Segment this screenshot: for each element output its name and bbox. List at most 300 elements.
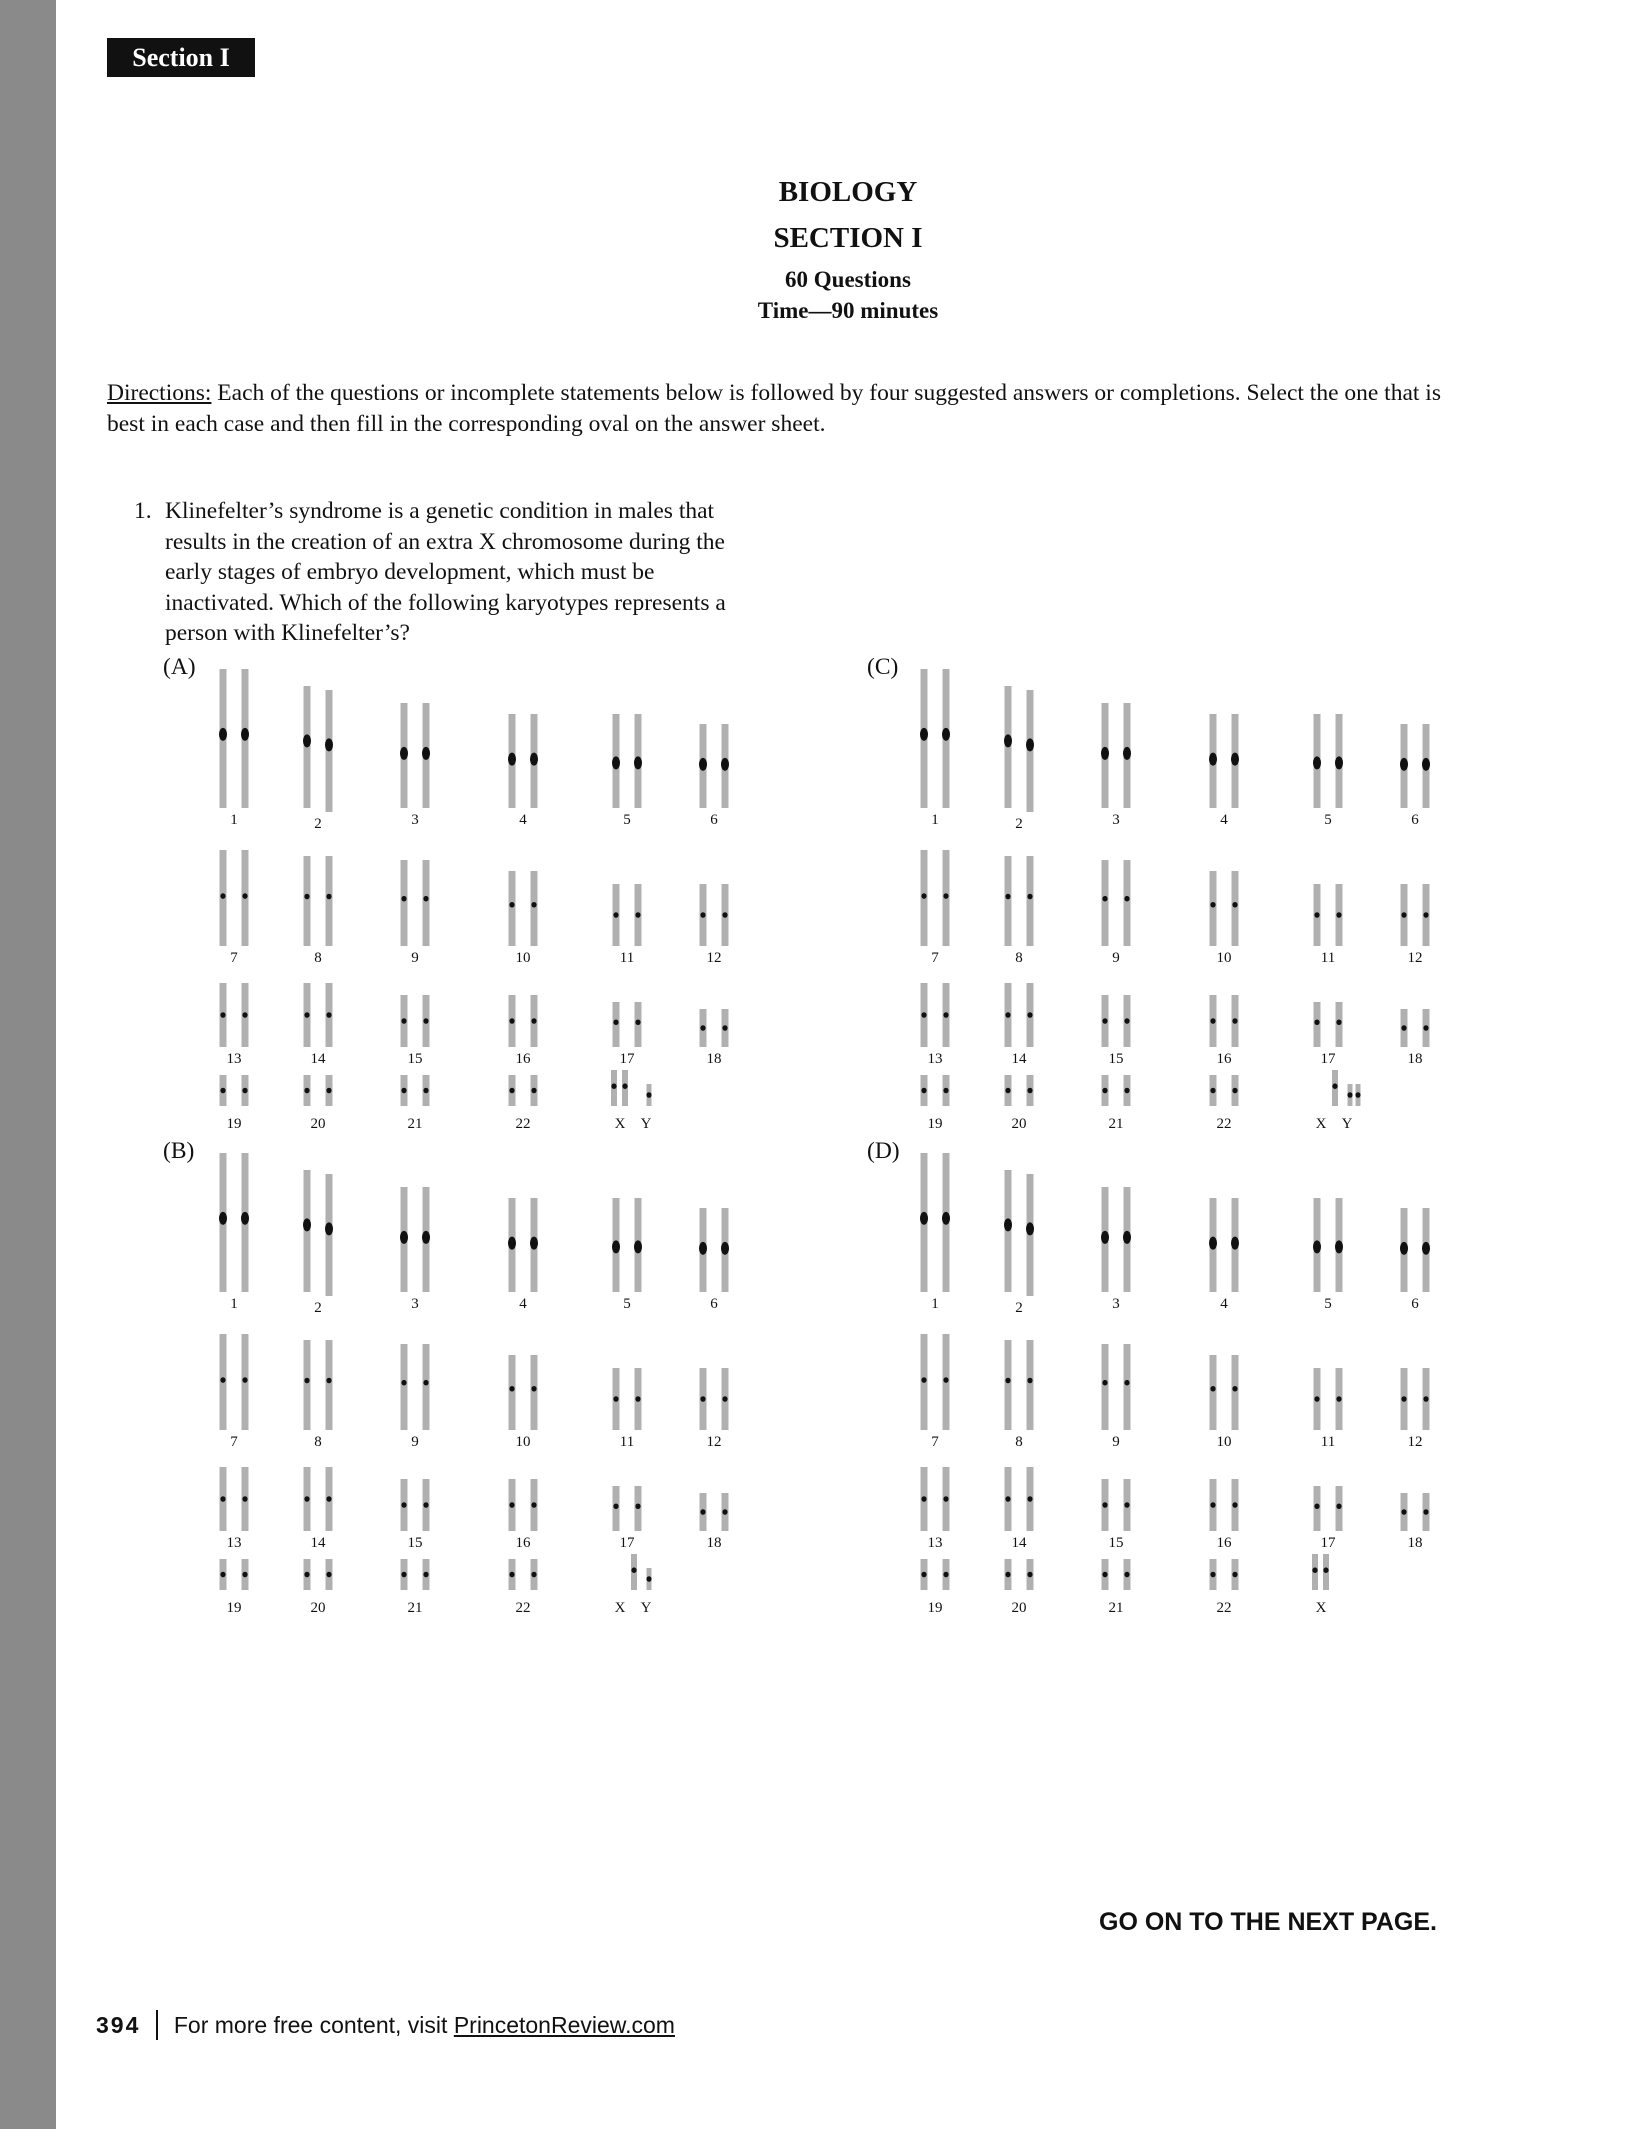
- chromosome-label: 9: [411, 950, 419, 966]
- centromere: [325, 1222, 333, 1235]
- subject-title: BIOLOGY: [778, 176, 918, 208]
- karyotype-c: [901, 640, 1501, 1132]
- centromere: [531, 1502, 536, 1508]
- chromosome: [304, 1340, 311, 1430]
- chromosome-label: 4: [519, 812, 527, 828]
- option-b-label: (B): [163, 1138, 195, 1164]
- centromere: [1400, 1242, 1408, 1255]
- chromosome-label: 11: [1320, 950, 1336, 966]
- chromosome: [1027, 1340, 1034, 1430]
- princeton-review-link[interactable]: PrincetonReview.com: [453, 2011, 675, 2038]
- chromosome: [1210, 871, 1217, 946]
- centromere: [1314, 1396, 1319, 1402]
- chromosome-label: 12: [1407, 950, 1423, 966]
- centromere: [613, 1396, 618, 1402]
- chromosome: [1232, 871, 1239, 946]
- footer-promo: For more free content, visit: [173, 2011, 448, 2038]
- centromere: [220, 1572, 225, 1578]
- chromosome: [700, 1368, 707, 1430]
- centromere: [1423, 1509, 1428, 1515]
- chromosome-label: 22: [1216, 1116, 1232, 1132]
- centromere: [508, 1237, 516, 1250]
- centromere: [509, 902, 514, 908]
- chromosome: [1005, 856, 1012, 946]
- chromosome: [1124, 1479, 1131, 1531]
- centromere: [1231, 753, 1239, 766]
- centromere: [921, 1496, 926, 1502]
- chromosome-label: 11: [619, 950, 635, 966]
- chromosome: [920, 1153, 928, 1292]
- chromosome: [1209, 1198, 1217, 1292]
- centromere: [531, 1018, 536, 1024]
- chromosome-label: 7: [230, 950, 238, 966]
- chromosome: [1336, 884, 1343, 946]
- chromosome: [531, 1559, 538, 1590]
- centromere: [530, 1237, 538, 1250]
- chromosome-label: 18: [706, 1535, 722, 1551]
- chromosome-label: X: [614, 1116, 626, 1132]
- chromosome: [1232, 995, 1239, 1047]
- chromosome: [220, 1334, 227, 1430]
- chromosome: [1335, 1198, 1343, 1292]
- centromere: [220, 893, 225, 899]
- chromosome: [220, 1075, 227, 1106]
- chromosome-label: 17: [619, 1051, 635, 1067]
- chromosome: [220, 983, 227, 1047]
- chromosome: [1332, 1070, 1338, 1106]
- chromosome-label: 1: [230, 1296, 238, 1312]
- chromosome: [531, 1355, 538, 1430]
- centromere: [1210, 1018, 1215, 1024]
- chromosome-label: 8: [1015, 1434, 1023, 1450]
- chromosome: [1026, 690, 1034, 812]
- chromosome: [401, 860, 408, 946]
- footer: [96, 2010, 675, 2040]
- centromere: [1355, 1092, 1360, 1098]
- chromosome: [401, 1344, 408, 1430]
- centromere: [631, 1567, 636, 1573]
- centromere: [242, 1012, 247, 1018]
- chromosome: [1102, 1075, 1109, 1106]
- chromosome: [1124, 1344, 1131, 1430]
- centromere: [242, 1572, 247, 1578]
- chromosome-label: 20: [310, 1600, 326, 1616]
- chromosome: [942, 1153, 950, 1292]
- chromosome: [1313, 714, 1321, 808]
- chromosome-label: 5: [1324, 1296, 1332, 1312]
- centromere: [1423, 1025, 1428, 1031]
- centromere: [722, 1396, 727, 1402]
- chromosome: [1232, 1479, 1239, 1531]
- option-a-label: (A): [163, 654, 196, 680]
- chromosome: [1423, 1368, 1430, 1430]
- centromere: [635, 1503, 640, 1509]
- chromosome: [326, 1559, 333, 1590]
- chromosome-label: X: [1315, 1116, 1327, 1132]
- chromosome: [508, 714, 516, 808]
- chromosome: [1336, 1002, 1343, 1047]
- centromere: [612, 756, 620, 769]
- chromosome: [943, 1559, 950, 1590]
- chromosome: [943, 1467, 950, 1531]
- chromosome: [1102, 1344, 1109, 1430]
- chromosome: [721, 1208, 729, 1292]
- chromosome: [611, 1070, 617, 1106]
- chromosome: [1400, 724, 1408, 808]
- chromosome: [401, 1559, 408, 1590]
- centromere: [722, 912, 727, 918]
- chromosome-label: 5: [1324, 812, 1332, 828]
- centromere: [611, 1083, 616, 1089]
- chromosome-label: 9: [1112, 1434, 1120, 1450]
- centromere: [303, 734, 311, 747]
- centromere: [1210, 1088, 1215, 1094]
- chromosome: [400, 1187, 408, 1292]
- chromosome: [1101, 1187, 1109, 1292]
- chromosome-label: 19: [927, 1600, 943, 1616]
- centromere: [1422, 758, 1430, 771]
- chromosome: [1336, 1368, 1343, 1430]
- chromosome-label: 2: [1015, 816, 1023, 832]
- chromosome: [531, 995, 538, 1047]
- chromosome: [242, 1559, 249, 1590]
- centromere: [1124, 1380, 1129, 1386]
- chromosome: [635, 1368, 642, 1430]
- chromosome: [422, 703, 430, 808]
- chromosome: [635, 1002, 642, 1047]
- centromere: [242, 893, 247, 899]
- chromosome: [423, 1344, 430, 1430]
- chromosome: [220, 1467, 227, 1531]
- chromosome: [1102, 1559, 1109, 1590]
- centromere: [700, 1396, 705, 1402]
- chromosome-label: 18: [706, 1051, 722, 1067]
- centromere: [530, 753, 538, 766]
- chromosome: [1027, 1559, 1034, 1590]
- centromere: [1209, 1237, 1217, 1250]
- chromosome: [242, 1467, 249, 1531]
- chromosome-label: 21: [407, 1116, 423, 1132]
- chromosome-label: 2: [314, 1300, 322, 1316]
- centromere: [1336, 912, 1341, 918]
- chromosome-label: 20: [1011, 1600, 1027, 1616]
- chromosome: [1231, 714, 1239, 808]
- centromere: [326, 1012, 331, 1018]
- chromosome-label: Y: [640, 1600, 652, 1616]
- centromere: [943, 1088, 948, 1094]
- chromosome-label: X: [1315, 1600, 1327, 1616]
- centromere: [242, 1377, 247, 1383]
- chromosome: [219, 1153, 227, 1292]
- chromosome-label: 3: [1112, 812, 1120, 828]
- centromere: [1335, 756, 1343, 769]
- centromere: [1124, 1572, 1129, 1578]
- centromere: [401, 1088, 406, 1094]
- centromere: [241, 1212, 249, 1225]
- centromere: [422, 747, 430, 760]
- chromosome: [1209, 714, 1217, 808]
- chromosome: [326, 983, 333, 1047]
- centromere: [1210, 1386, 1215, 1392]
- centromere: [722, 1025, 727, 1031]
- centromere: [699, 1242, 707, 1255]
- centromere: [1312, 1567, 1317, 1573]
- centromere: [1232, 1572, 1237, 1578]
- centromere: [1232, 1386, 1237, 1392]
- centromere: [943, 1012, 948, 1018]
- chromosome: [401, 995, 408, 1047]
- centromere: [921, 1012, 926, 1018]
- centromere: [325, 738, 333, 751]
- chromosome: [635, 884, 642, 946]
- centromere: [1123, 747, 1131, 760]
- centromere: [1336, 1503, 1341, 1509]
- footer-divider: [156, 2010, 158, 2040]
- centromere: [1123, 1231, 1131, 1244]
- chromosome: [1400, 1208, 1408, 1292]
- chromosome: [304, 983, 311, 1047]
- chromosome: [920, 669, 928, 808]
- chromosome-label: 18: [1407, 1535, 1423, 1551]
- centromere: [1027, 1012, 1032, 1018]
- chromosome: [1401, 1009, 1408, 1047]
- chromosome: [1027, 1075, 1034, 1106]
- chromosome: [1314, 1368, 1321, 1430]
- chromosome-label: 16: [515, 1535, 531, 1551]
- chromosome-label: 5: [623, 1296, 631, 1312]
- chromosome-label: 19: [226, 1116, 242, 1132]
- centromere: [531, 1088, 536, 1094]
- centromere: [1124, 1088, 1129, 1094]
- chromosome: [1335, 714, 1343, 808]
- centromere: [700, 1509, 705, 1515]
- centromere: [1422, 1242, 1430, 1255]
- chromosome-label: 12: [1407, 1434, 1423, 1450]
- centromere: [920, 728, 928, 741]
- option-d-label: (D): [867, 1138, 900, 1164]
- chromosome-label: 6: [1411, 1296, 1419, 1312]
- centromere: [1124, 896, 1129, 902]
- karyotype-b: [200, 1124, 800, 1616]
- chromosome: [1210, 1075, 1217, 1106]
- centromere: [920, 1212, 928, 1225]
- chromosome-label: Y: [1341, 1116, 1353, 1132]
- chromosome-label: Y: [640, 1116, 652, 1132]
- chromosome-label: 3: [411, 1296, 419, 1312]
- centromere: [700, 1025, 705, 1031]
- centromere: [509, 1018, 514, 1024]
- chromosome: [635, 1486, 642, 1531]
- centromere: [1232, 1502, 1237, 1508]
- chromosome: [1231, 1198, 1239, 1292]
- centromere: [1210, 1572, 1215, 1578]
- page-edge-bar: [0, 0, 56, 2129]
- chromosome: [1401, 884, 1408, 946]
- centromere: [1332, 1083, 1337, 1089]
- centromere: [304, 1012, 309, 1018]
- question-number: 1.: [134, 498, 152, 524]
- chromosome-label: 22: [1216, 1600, 1232, 1616]
- chromosome: [242, 1334, 249, 1430]
- chromosome-label: 1: [230, 812, 238, 828]
- chromosome-label: 20: [1011, 1116, 1027, 1132]
- chromosome-label: 14: [310, 1535, 326, 1551]
- centromere: [1400, 758, 1408, 771]
- centromere: [220, 1496, 225, 1502]
- chromosome: [325, 690, 333, 812]
- centromere: [943, 893, 948, 899]
- centromere: [1314, 912, 1319, 918]
- chromosome: [942, 669, 950, 808]
- centromere: [400, 747, 408, 760]
- centromere: [401, 1502, 406, 1508]
- chromosome: [304, 856, 311, 946]
- centromere: [1124, 1502, 1129, 1508]
- chromosome: [241, 1153, 249, 1292]
- chromosome: [1124, 860, 1131, 946]
- chromosome-label: 17: [619, 1535, 635, 1551]
- chromosome: [1101, 703, 1109, 808]
- centromere: [921, 893, 926, 899]
- chromosome: [1347, 1084, 1352, 1106]
- chromosome: [699, 1208, 707, 1292]
- centromere: [1124, 1018, 1129, 1024]
- chromosome-label: 21: [407, 1600, 423, 1616]
- chromosome: [423, 860, 430, 946]
- centromere: [531, 902, 536, 908]
- centromere: [1423, 1396, 1428, 1402]
- centromere: [1026, 738, 1034, 751]
- centromere: [721, 1242, 729, 1255]
- chromosome: [1422, 1208, 1430, 1292]
- centromere: [1005, 1496, 1010, 1502]
- chromosome: [423, 1479, 430, 1531]
- chromosome-label: 16: [1216, 1051, 1232, 1067]
- karyotype-a: [200, 640, 800, 1132]
- chromosome: [220, 850, 227, 946]
- centromere: [942, 1212, 950, 1225]
- chromosome: [1313, 1198, 1321, 1292]
- chromosome-label: 7: [931, 950, 939, 966]
- next-page-notice: GO ON TO THE NEXT PAGE.: [1099, 1908, 1438, 1936]
- centromere: [943, 1496, 948, 1502]
- centromere: [1102, 896, 1107, 902]
- chromosome: [1355, 1084, 1360, 1106]
- directions-text: Each of the questions or incomplete statements below is followed by four suggested answers or completions. Select the one that is best in each case and then fill in the corresponding oval on the answer sheet.: [107, 380, 1441, 437]
- centromere: [613, 912, 618, 918]
- centromere: [400, 1231, 408, 1244]
- chromosome-label: 5: [623, 812, 631, 828]
- chromosome: [700, 884, 707, 946]
- chromosome: [699, 724, 707, 808]
- centromere: [634, 1240, 642, 1253]
- chromosome: [1005, 1559, 1012, 1590]
- chromosome: [1027, 1467, 1034, 1531]
- chromosome: [1323, 1554, 1329, 1590]
- centromere: [242, 1088, 247, 1094]
- centromere: [921, 1377, 926, 1383]
- karyotype-d: [901, 1124, 1501, 1616]
- chromosome: [1336, 1486, 1343, 1531]
- chromosome: [1312, 1554, 1318, 1590]
- centromere: [509, 1088, 514, 1094]
- centromere: [635, 912, 640, 918]
- chromosome: [1026, 1174, 1034, 1296]
- centromere: [700, 912, 705, 918]
- chromosome-label: 4: [519, 1296, 527, 1312]
- centromere: [613, 1503, 618, 1509]
- chromosome: [1102, 995, 1109, 1047]
- chromosome: [613, 1368, 620, 1430]
- chromosome-label: 12: [706, 1434, 722, 1450]
- chromosome-label: 17: [1320, 1535, 1336, 1551]
- centromere: [1401, 912, 1406, 918]
- chromosome-label: 14: [1011, 1051, 1027, 1067]
- centromere: [219, 728, 227, 741]
- centromere: [1005, 1378, 1010, 1384]
- centromere: [721, 758, 729, 771]
- directions: [107, 378, 1467, 440]
- chromosome: [613, 1002, 620, 1047]
- chromosome-label: X: [614, 1600, 626, 1616]
- centromere: [326, 1572, 331, 1578]
- centromere: [326, 1088, 331, 1094]
- centromere: [304, 1088, 309, 1094]
- chromosome-label: 1: [931, 812, 939, 828]
- chromosome: [1314, 1002, 1321, 1047]
- centromere: [304, 894, 309, 900]
- centromere: [1336, 1019, 1341, 1025]
- page-number: 394: [96, 2011, 141, 2038]
- centromere: [942, 728, 950, 741]
- chromosome: [1027, 856, 1034, 946]
- chromosome: [1423, 1493, 1430, 1531]
- chromosome-label: 15: [1108, 1051, 1124, 1067]
- chromosome: [1102, 1479, 1109, 1531]
- centromere: [1027, 1496, 1032, 1502]
- chromosome: [1005, 1075, 1012, 1106]
- centromere: [401, 1572, 406, 1578]
- chromosome: [921, 850, 928, 946]
- chromosome: [326, 1467, 333, 1531]
- chromosome: [1232, 1355, 1239, 1430]
- centromere: [304, 1378, 309, 1384]
- centromere: [1027, 1378, 1032, 1384]
- chromosome-label: 11: [619, 1434, 635, 1450]
- chromosome-label: 14: [310, 1051, 326, 1067]
- centromere: [1101, 747, 1109, 760]
- chromosome: [722, 884, 729, 946]
- centromere: [622, 1083, 627, 1089]
- centromere: [219, 1212, 227, 1225]
- centromere: [401, 1018, 406, 1024]
- centromere: [401, 896, 406, 902]
- chromosome: [1232, 1559, 1239, 1590]
- chromosome: [304, 1467, 311, 1531]
- centromere: [401, 1380, 406, 1386]
- centromere: [646, 1092, 651, 1098]
- chromosome-label: 8: [314, 1434, 322, 1450]
- centromere: [304, 1496, 309, 1502]
- chromosome-label: 22: [515, 1116, 531, 1132]
- chromosome: [509, 1479, 516, 1531]
- centromere: [1102, 1380, 1107, 1386]
- chromosome-label: 18: [1407, 1051, 1423, 1067]
- chromosome: [220, 1559, 227, 1590]
- question-1: [134, 496, 765, 649]
- chromosome: [1401, 1493, 1408, 1531]
- centromere: [1027, 1088, 1032, 1094]
